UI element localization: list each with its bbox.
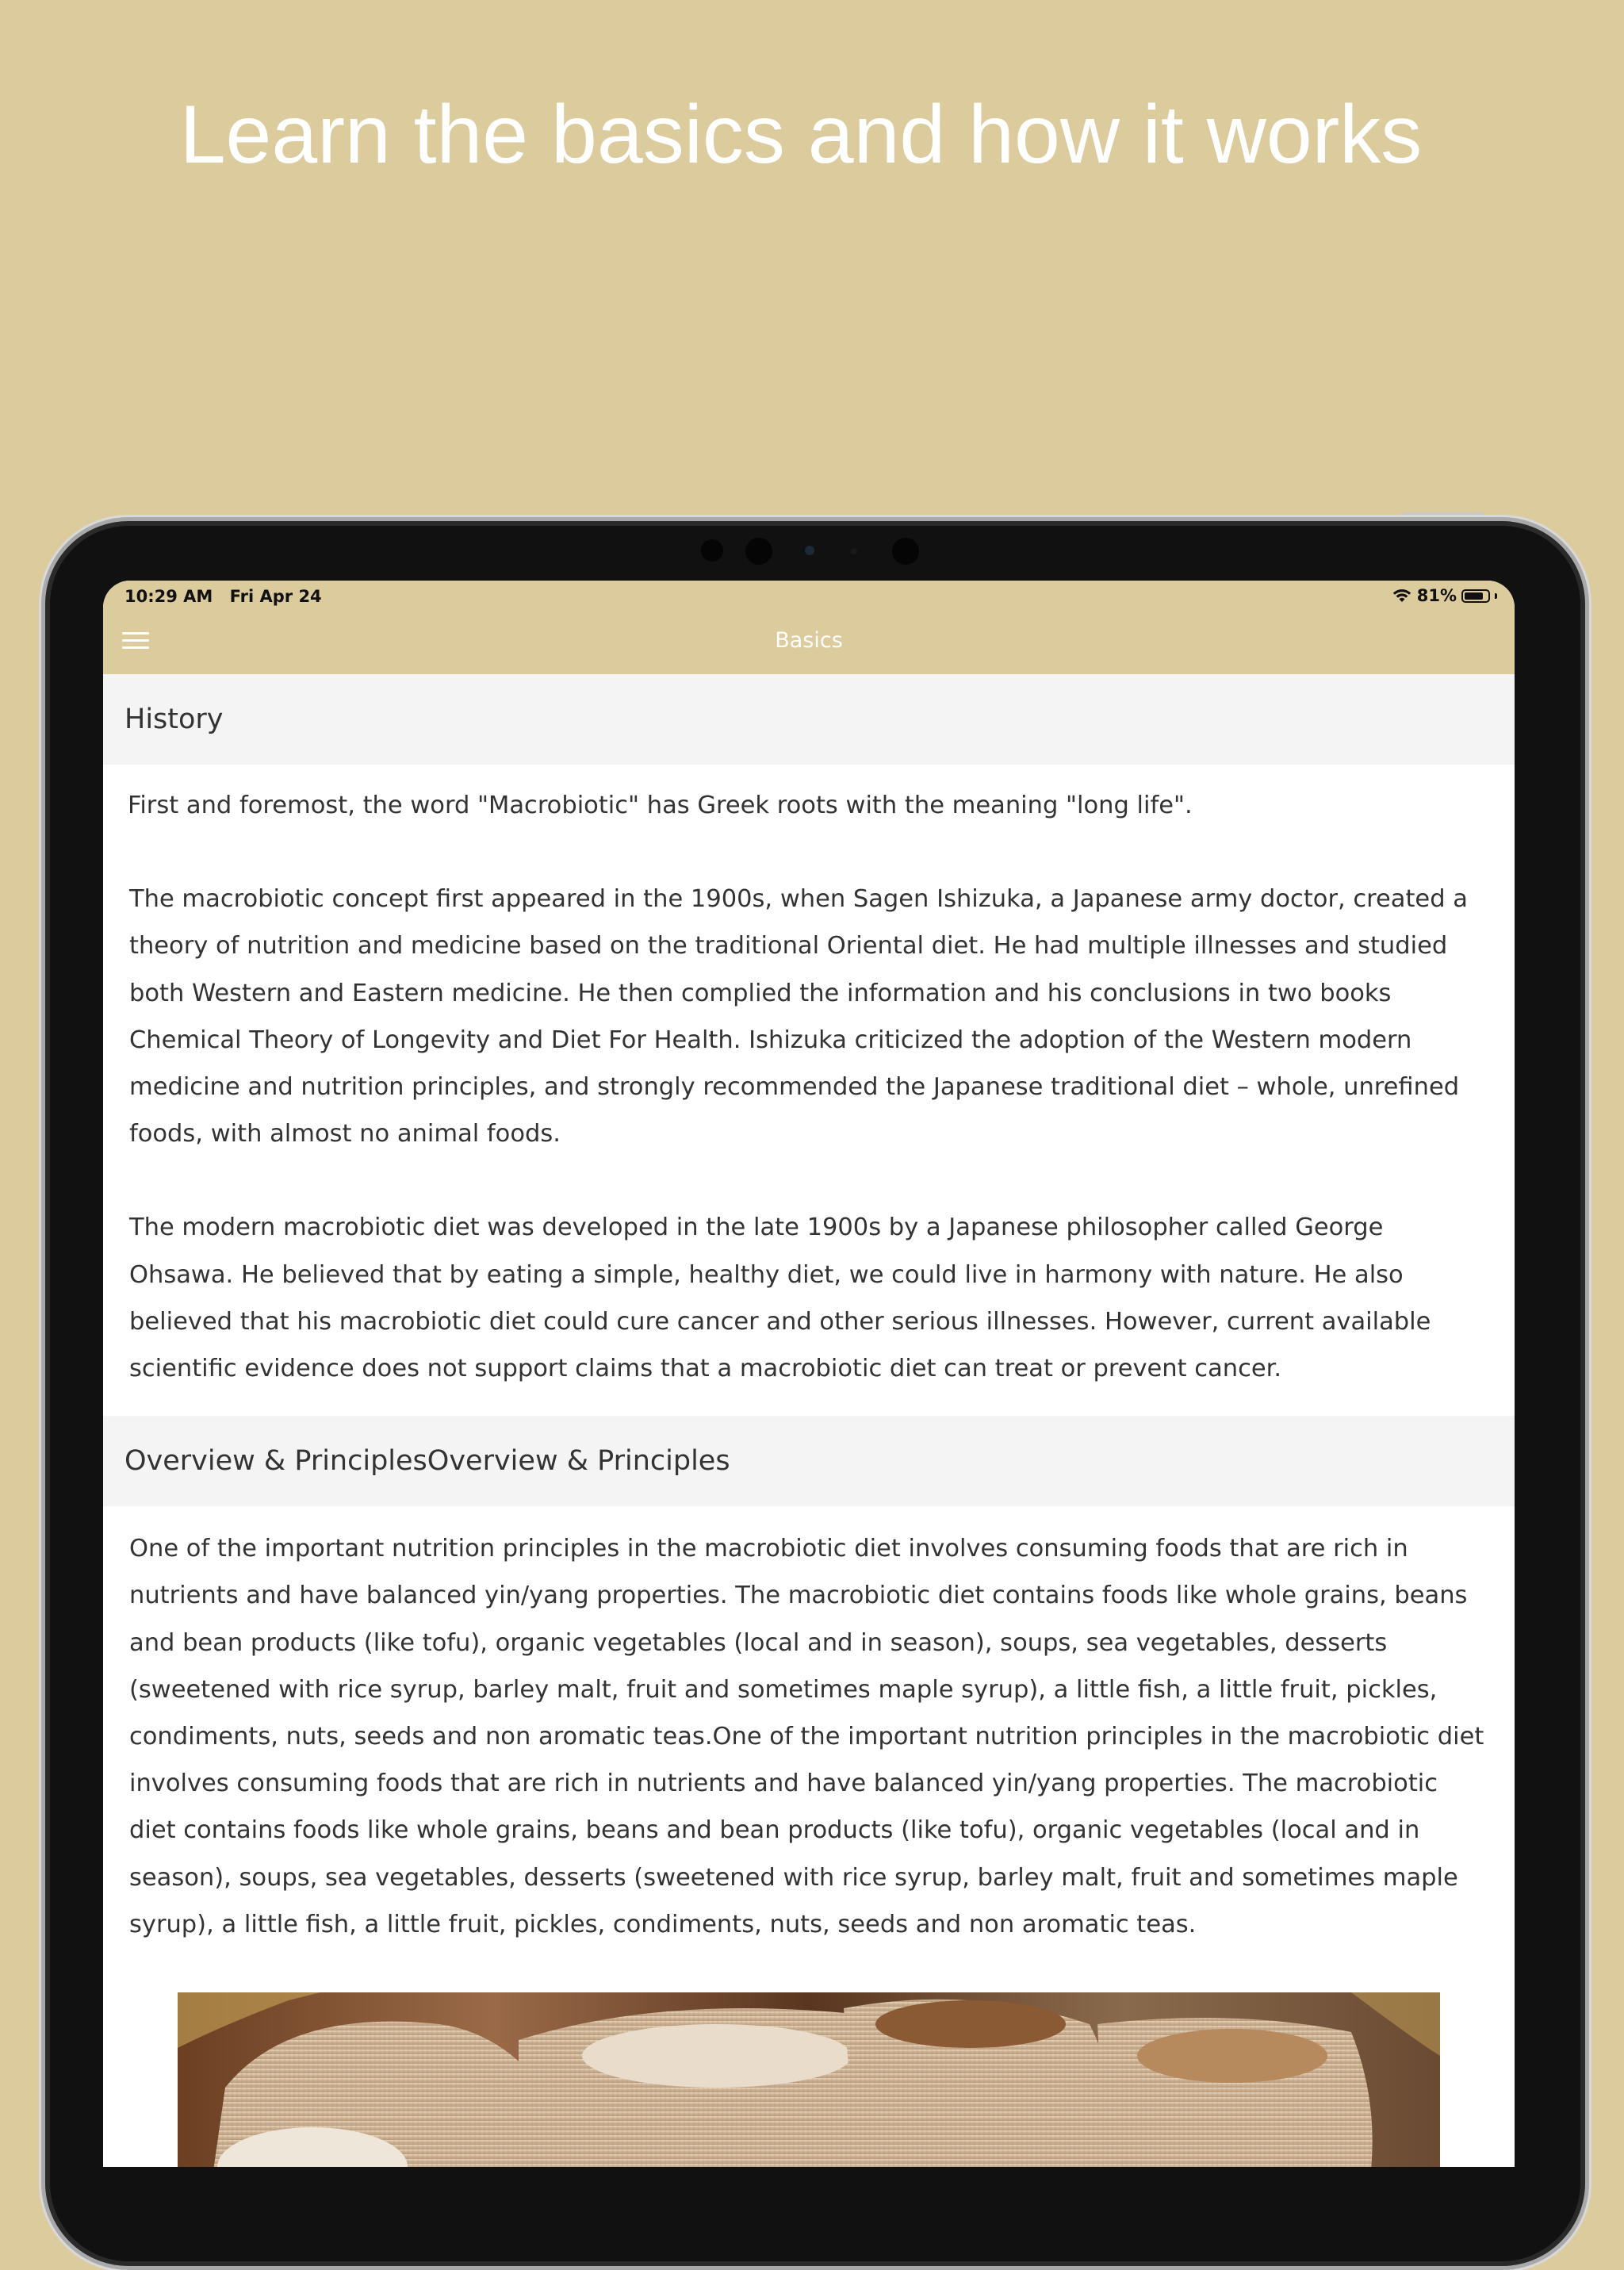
status-time-group	[124, 587, 322, 606]
status-date: Fri Apr 24	[229, 587, 322, 606]
section-title: Overview & PrinciplesOverview & Principles	[124, 1445, 730, 1478]
status-bar	[103, 581, 1515, 611]
paragraph: First and foremost, the word "Macrobiotic" has Greek roots with the meaning "long life".	[128, 792, 1193, 819]
app-screen	[103, 581, 1515, 2167]
section-body-history	[103, 765, 1515, 1416]
battery-tip	[1495, 593, 1497, 599]
wifi-icon	[1392, 588, 1412, 604]
promo-headline: Learn the basics and how it works	[179, 89, 1423, 181]
content-scroll-area[interactable]	[103, 674, 1515, 2167]
section-title: History	[124, 704, 224, 735]
camera-dot-icon	[805, 546, 814, 555]
camera-lens-icon	[745, 538, 772, 565]
status-indicators	[1392, 586, 1497, 605]
battery-percent: 81%	[1416, 586, 1457, 605]
grain-sacks-illustration	[178, 1992, 1440, 2167]
camera-sensor-icon	[701, 539, 723, 562]
paragraph: One of the important nutrition principles in the macrobiotic diet involves consuming foods that are rich in nutrients and have balanced yin/yang properties. The macrobiotic diet contains foods like whole grains, beans and bean products (like tofu), organic vegetables (local and in season), soups, sea vegetables, desserts (sweetened with rice syrup, barley malt, fruit and sometimes maple syrup), a little fish, a little fruit, pickles, condiments, nuts, seeds and non aromatic teas.One of the important nutrition principles in the macrobiotic diet involves consuming foods that are rich in nutrients and have balanced yin/yang properties. The macrobiotic diet contains foods like whole grains, beans and bean products (like tofu), organic vegetables (local and in season), soups, sea vegetables, desserts (sweetened with rice syrup, barley malt, fruit and sometimes maple syrup), a little fish, a little fruit, pickles, condiments, nuts, seeds and non aromatic teas.	[129, 1535, 1484, 1938]
section-body-overview	[103, 1506, 1515, 1972]
section-header-history	[103, 674, 1515, 765]
battery-icon	[1461, 589, 1490, 603]
navigation-bar	[103, 611, 1515, 674]
section-header-overview	[103, 1416, 1515, 1506]
paragraph: The macrobiotic concept first appeared in the 1900s, when Sagen Ishizuka, a Japanese army doctor, created a theory of nutrition and medicine based on the traditional Oriental diet. He had multiple illnesses and studied both Western and Eastern medicine. He then complied the information and his conclusions in two books Chemical Theory of Longevity and Diet For Health. Ishizuka criticized the adoption of the Western modern medicine and nutrition principles, and strongly recommended the Japanese traditional diet – whole, unrefined foods, with almost no animal foods.	[129, 885, 1468, 1148]
status-time: 10:29 AM	[124, 587, 213, 606]
camera-light-sensor-icon	[851, 548, 857, 554]
nav-title: Basics	[775, 628, 843, 653]
grain-sacks-image	[178, 1992, 1440, 2167]
battery-level-fill	[1465, 592, 1483, 600]
paragraph: The modern macrobiotic diet was developed in the late 1900s by a Japanese philosopher called George Ohsawa. He believed that by eating a simple, healthy diet, we could live in harmony with nature. He also believed that his macrobiotic diet could cure cancer and other serious illnesses. However, current available scientific evidence does not support claims that a macrobiotic diet can treat or prevent cancer.	[129, 1214, 1431, 1383]
camera-flood-icon	[892, 538, 919, 565]
